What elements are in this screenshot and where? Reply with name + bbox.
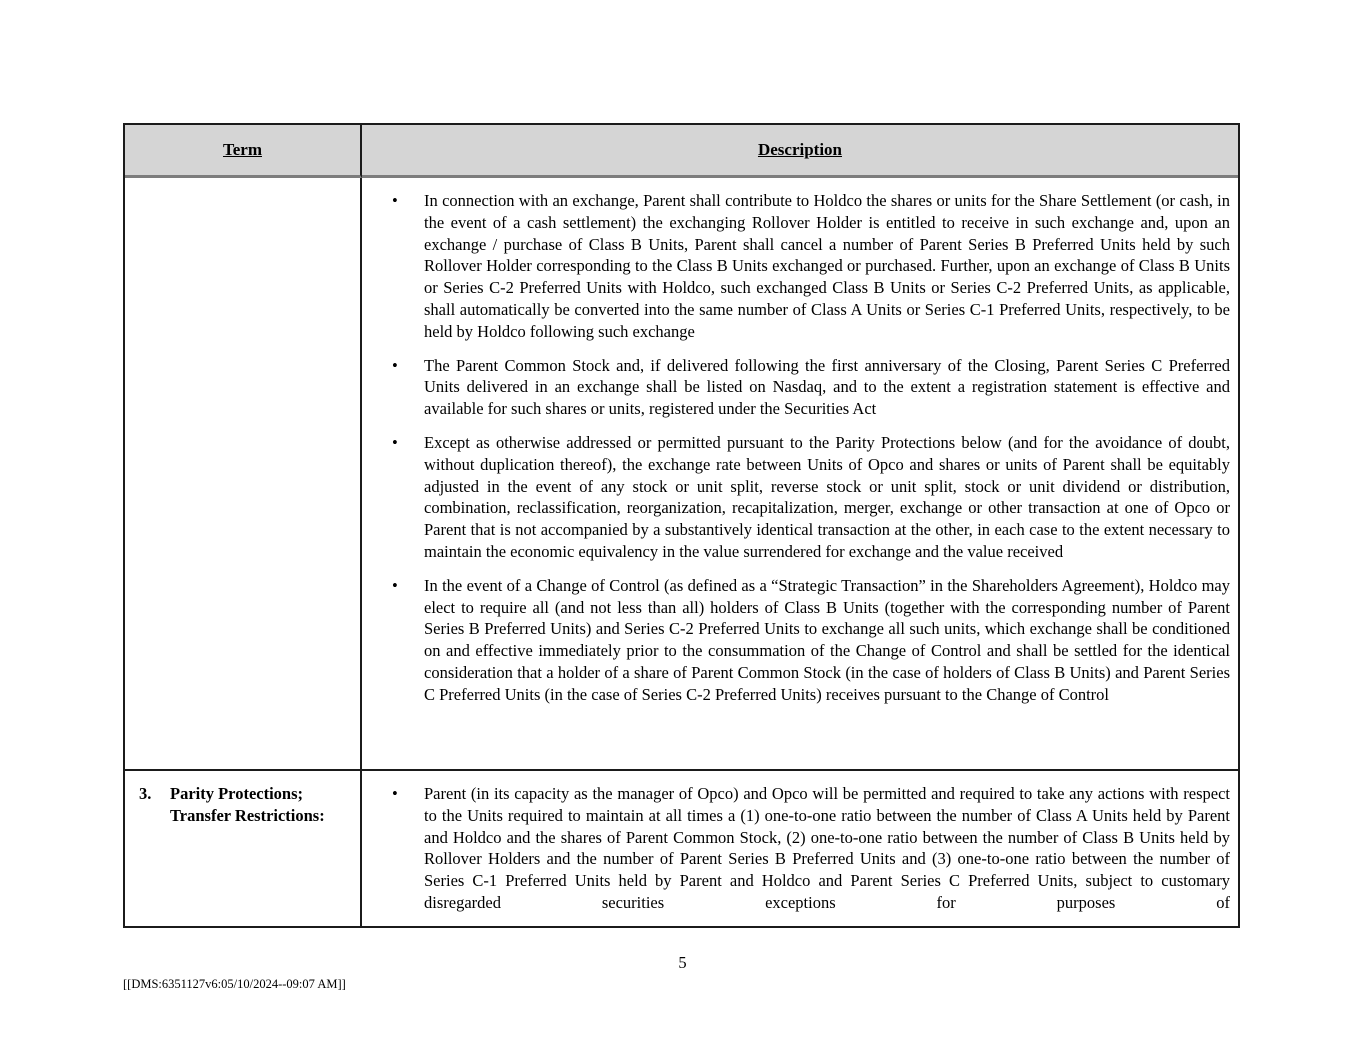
description-cell-parity-protections	[362, 771, 1238, 926]
list-item	[362, 783, 1230, 914]
bullet-paragraph: The Parent Common Stock and, if delivered following the first anniversary of the Closing, Parent Series C Preferred Units delivered in an exchange shall be listed on Nasdaq, and to the extent a registration statement is effective and available for such shares or units, registered under the Securities Act	[424, 355, 1230, 419]
description-column-header	[362, 125, 1238, 178]
bullet-marker: •	[392, 432, 398, 452]
page-number: 5	[678, 953, 687, 972]
list-item	[362, 575, 1230, 706]
bullet-paragraph: Parent (in its capacity as the manager of Opco) and Opco will be permitted and required to take any actions with respect to the Units required to maintain at all times a (1) one-to-one ratio between the number of Class A Units held by Parent and Holdco and the shares of Parent Common Stock, (2) one-to-one ratio between the number of Class B Units held by Rollover Holders and the number of Parent Series B Preferred Units and (3) one-to-one ratio between the number of Series C-1 Preferred Units held by Parent and Holdco and Parent Series C Preferred Units, subject to customary disregarded securities exceptions for purposes of	[424, 784, 1230, 912]
description-cell-continuation	[362, 178, 1238, 771]
term-header-label: Term	[222, 140, 263, 159]
document-stamp: [[DMS:6351127v6:05/10/2024--09:07 AM]]	[123, 977, 346, 991]
list-item	[362, 355, 1230, 420]
term-cell-continuation	[125, 178, 362, 771]
bullet-marker: •	[392, 784, 398, 803]
bullet-paragraph: In the event of a Change of Control (as defined as a “Strategic Transaction” in the Shareholders Agreement), Holdco may elect to require all (and not less than all) holders of Class B Units (together with the corresponding number of Parent Series B Preferred Units) and Series C-2 Preferred Units to exchange all such units, which exchange shall be conditioned on and effective immediately prior to the consummation of the Change of Control and shall be settled for the identical consideration that a holder of a share of Parent Common Stock (in the case of holders of Class B Units) and Parent Series C Preferred Units (in the case of Series C-2 Preferred Units) receives pursuant to the Change of Control	[424, 575, 1230, 704]
bullet-paragraph: In connection with an exchange, Parent shall contribute to Holdco the shares or units for the Share Settlement (or cash, in the event of a cash settlement) the exchanging Rollover Holder is entitled to receive in such exchange and, upon an exchange / purchase of Class B Units, Parent shall cancel a number of Parent Series B Preferred Units held by such Rollover Holder corresponding to the Class B Units exchanged or purchased. Further, upon an exchange of Class B Units or Series C-2 Preferred Units with Holdco, such exchanged Class B Units or Series C-2 Preferred Units, as applicable, shall automatically be converted into the same number of Class A Units or Series C-1 Preferred Units, respectively, to be held by Holdco following such exchange	[424, 191, 1230, 341]
term-number: 3.	[139, 784, 152, 803]
bullet-marker: •	[392, 191, 398, 210]
bullet-marker: •	[392, 355, 398, 375]
bullet-paragraph: Except as otherwise addressed or permitted pursuant to the Parity Protections below (and for the avoidance of doubt, without duplication thereof), the exchange rate between Units of Opco and shares or units of Parent shall be equitably adjusted in the event of any stock or unit split, reverse stock or unit split, stock or unit dividend or distribution, combination, reclassification, reorganization, recapitalization, merger, exchange or other transaction at one of Opco or Parent that is not accompanied by a substantively identical transaction at the other, in each case to the extent necessary to maintain the economic equivalency in the value surrendered for exchange and the value received	[424, 432, 1230, 561]
term-column-header	[125, 125, 362, 178]
list-item	[362, 432, 1230, 563]
term-label: Parity Protections; Transfer Restrictions:	[170, 784, 325, 825]
bullet-marker: •	[392, 575, 398, 595]
list-item	[362, 190, 1230, 343]
term-cell-parity-protections	[125, 771, 362, 926]
term-description-table	[123, 123, 1240, 928]
term-entry	[139, 783, 350, 827]
description-header-label: Description	[757, 140, 843, 159]
